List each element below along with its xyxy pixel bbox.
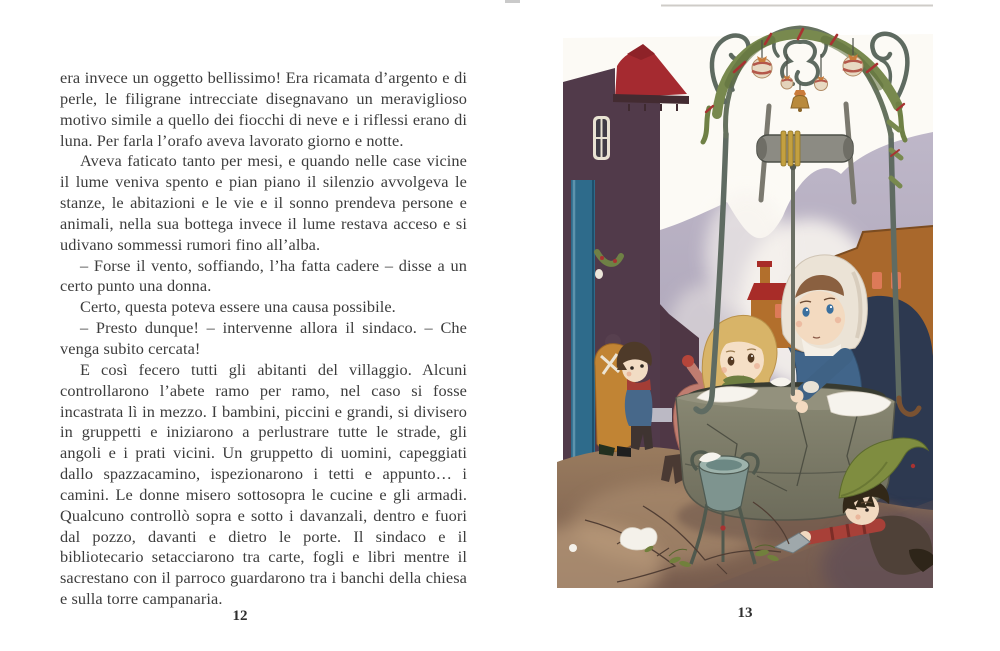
gutter-mark bbox=[505, 0, 520, 3]
page-number-left: 12 bbox=[232, 608, 248, 624]
paragraph: Aveva faticato tanto per mesi, e quando nelle case vicine il lume veniva spento e pian piano il silenzio avvolgeva le stanze, le abitazioni e le vie e il sonno prendeva persone e animali, nella sua bottega invece il lume restava acceso e si udivano sommessi rumori fino all’alba. bbox=[60, 151, 467, 254]
paragraph: era invece un oggetto bellissimo! Era ricamata d’argento e di perle, le filigrane intrecciate disegnavano un meraviglioso motivo simile a quello dei fiocchi di neve e i riflessi erano di luna. Per farla l’orafo aveva lavorato giorno e notte. bbox=[60, 68, 467, 150]
well-scene-illustration bbox=[557, 4, 933, 588]
blue-door bbox=[571, 180, 595, 470]
paragraph: Certo, questa poteva essere una causa possibile. bbox=[80, 297, 396, 317]
paragraph: – Forse il vento, soffiando, l’ha fatta cadere – disse a un certo punto una donna. bbox=[60, 255, 467, 296]
page-number-right: 13 bbox=[737, 605, 753, 621]
window bbox=[593, 116, 610, 160]
left-page-text bbox=[60, 68, 467, 610]
paragraph: – Presto dunque! – intervenne allora il sindaco. – Che venga subito cercata! bbox=[60, 318, 467, 358]
paragraph: E così fecero tutti gli abitanti del villaggio. Alcuni controllarono l’abete ramo per ramo, nel caso si fosse incastrata lì in mezzo. I bambini, piccini e grandi, si divisero in gruppetti e iniziarono a perlustrare tutte le strade, gli angoli e i prati vicini. Un gruppetto di uomini, capeggiati dallo spazzacamino, ispezionarono i tetti e appunto… i camini. Le donne misero sottosopra le cucine e gli armadi. Qualcuno controllò sopra e sotto i davanzali, dentro e fuori dal pozzo, davanti e dietro le porte. Il sindaco e il bibliotecario setacciarono tra carte, fogli e libri mentre il sacrestano con il parroco guardarono tra i banchi della chiesa e sulla torre campanaria. bbox=[60, 359, 467, 609]
